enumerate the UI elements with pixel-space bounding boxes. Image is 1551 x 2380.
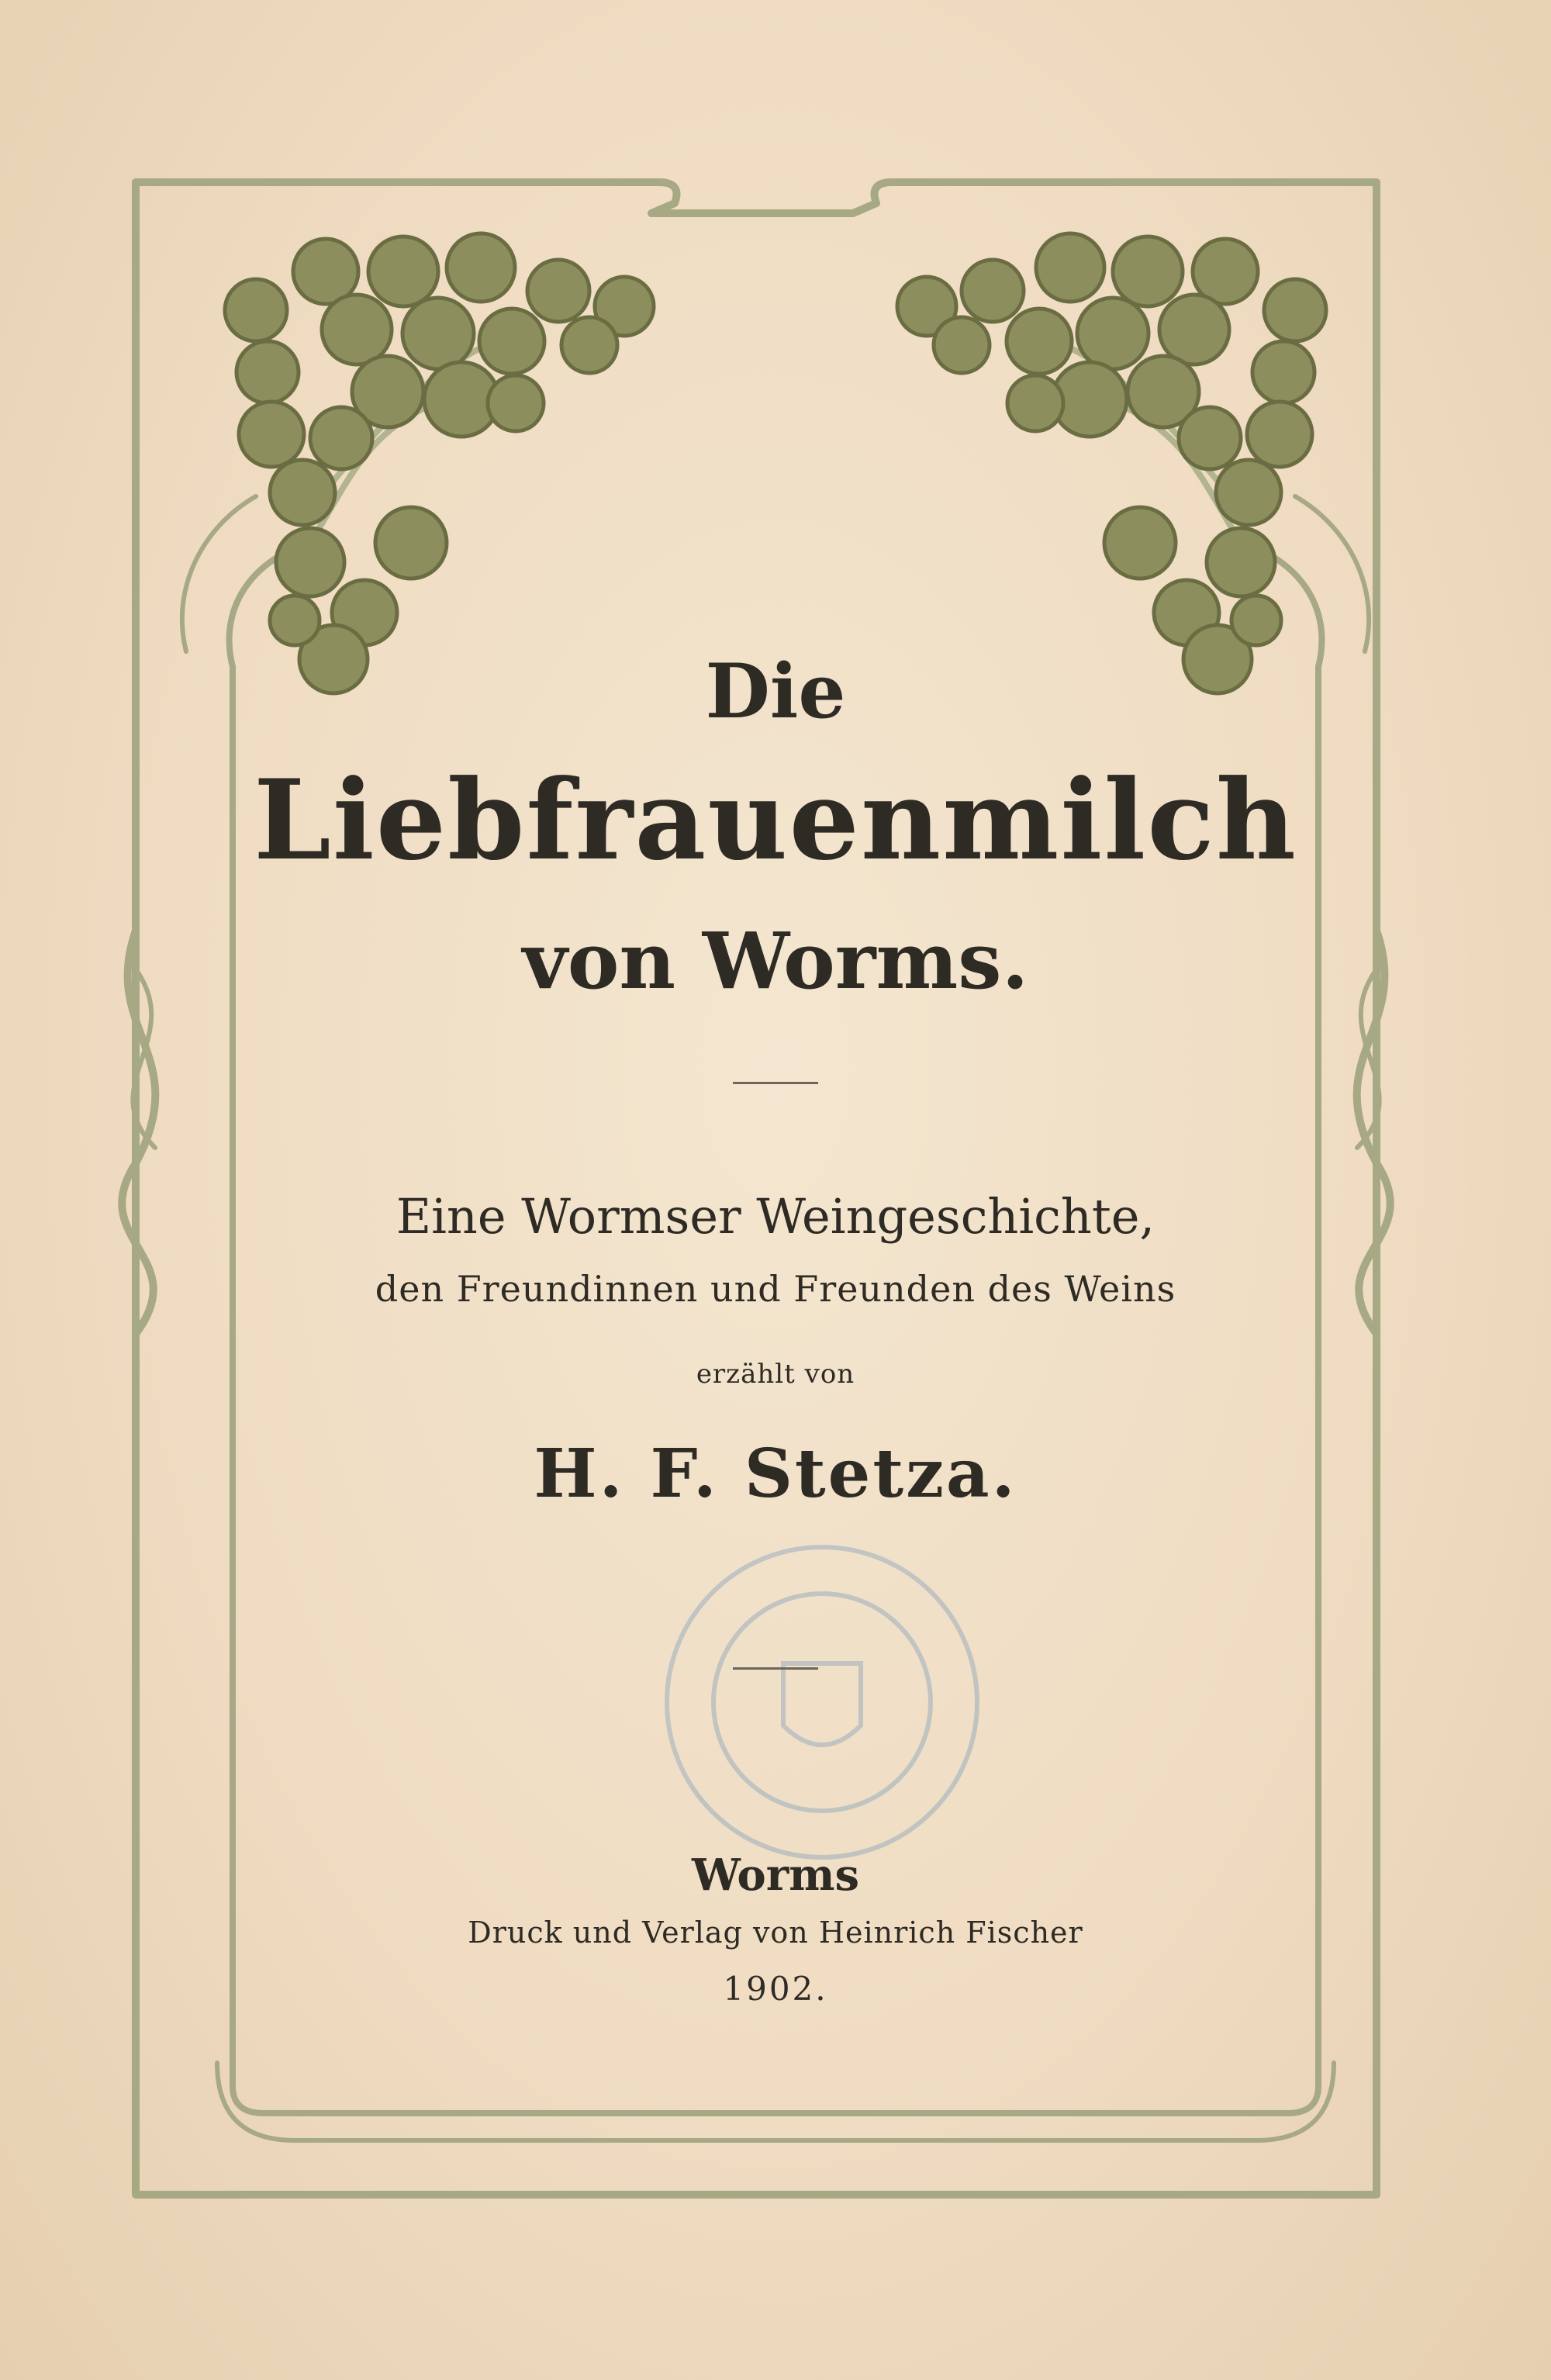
title-line-die: Die [705, 648, 846, 735]
imprint-place: Worms [692, 1850, 859, 1901]
subtitle-line-2: den Freundinnen und Freunden des Weins [375, 1268, 1176, 1310]
imprint-year: 1902. [723, 1970, 828, 2008]
divider-bottom [733, 1667, 818, 1670]
title-line-von-worms: von Worms. [522, 915, 1029, 1007]
told-by-label: erzählt von [696, 1359, 855, 1390]
library-stamp-icon [651, 1532, 993, 1873]
divider-top [733, 1082, 818, 1084]
title-line-liebfrauenmilch: Liebfrauenmilch [254, 756, 1297, 885]
imprint-publisher: Druck und Verlag von Heinrich Fischer [468, 1915, 1083, 1950]
author-name: H. F. Stetza. [534, 1435, 1017, 1513]
subtitle-line-1: Eine Wormser Weingeschichte, [396, 1188, 1155, 1245]
